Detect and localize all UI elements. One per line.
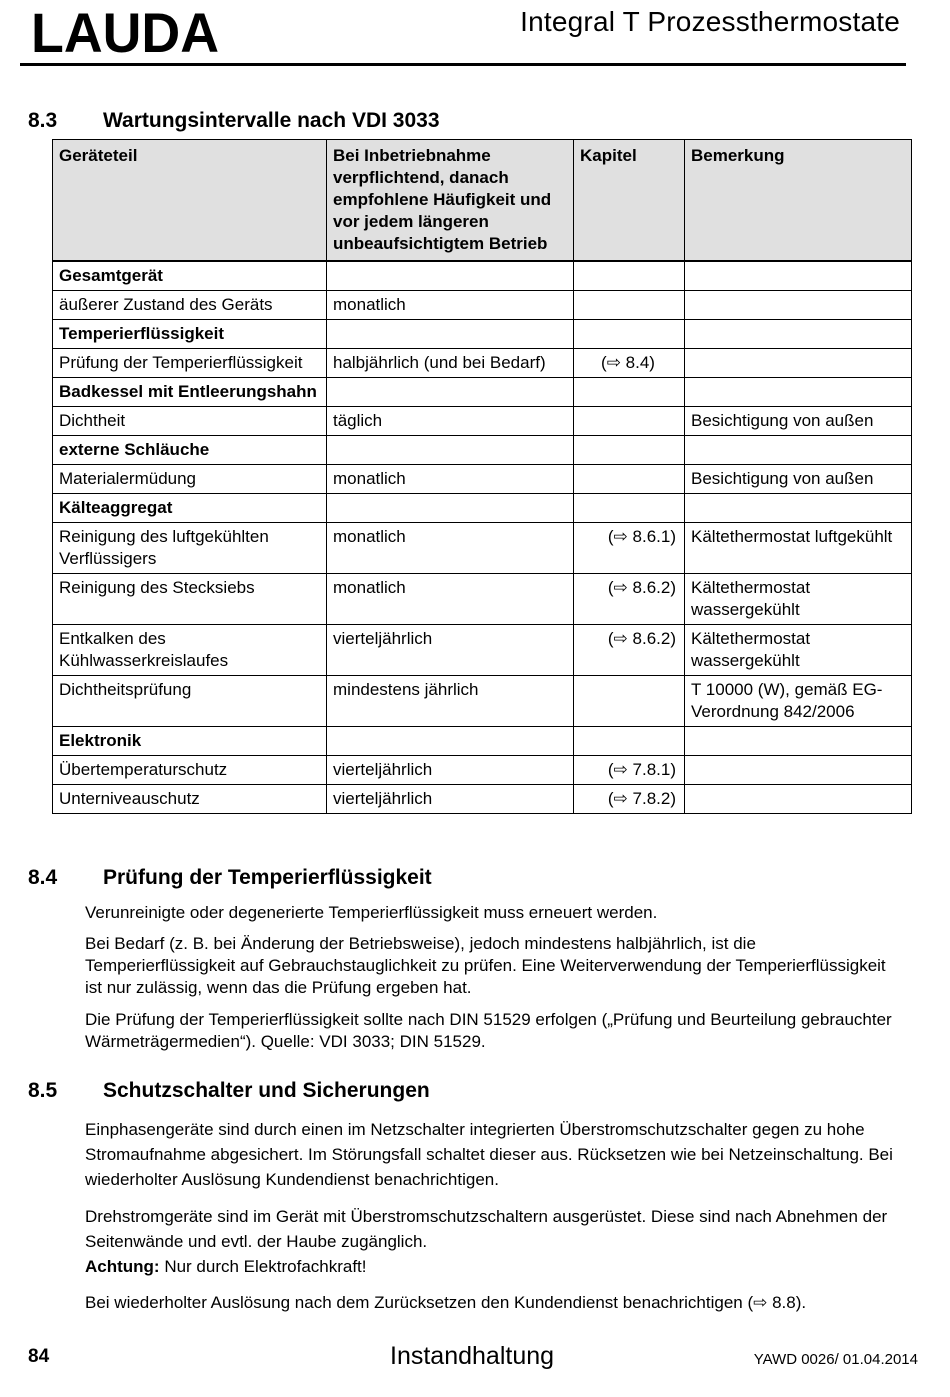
cell-remark: Kältethermostat wassergekühlt [685,574,912,625]
document-code: YAWD 0026/ 01.04.2014 [753,1351,918,1368]
cell-remark [685,727,912,756]
table-row [53,407,912,436]
cell-remark: Kältethermostat wassergekühlt [685,625,912,676]
table-header-row [53,140,912,262]
cell-chapter [574,676,685,727]
section-number: 8.3 [28,109,58,132]
cell-frequency: mindestens jährlich [327,676,574,727]
paragraph: Bei Bedarf (z. B. bei Änderung der Betriebsweise), jedoch mindestens halbjährlich, ist die Temperierflüssigkeit auf Gebrauchstauglichkeit zu prüfen. Eine Weiterverwendung der Temperierflüssigkeit ist nur zulässig, wenn das die Prüfung ergeben hat. [85,934,886,997]
section-heading-8-4 [28,866,432,890]
cell-remark: Kältethermostat luftgekühlt [685,523,912,574]
cell-chapter: (⇨ 7.8.1) [574,756,685,785]
cell-frequency [327,261,574,291]
cell-remark: T 10000 (W), gemäß EG-Verordnung 842/2006 [685,676,912,727]
cell-chapter [574,727,685,756]
cell-frequency [327,378,574,407]
cell-frequency: monatlich [327,574,574,625]
cell-frequency: täglich [327,407,574,436]
table-row [53,785,912,814]
cell-part: Gesamtgerät [53,261,327,291]
section-title: Wartungsintervalle nach VDI 3033 [103,109,440,132]
table-group-row [53,320,912,349]
paragraph-text: Drehstromgeräte sind im Gerät mit Überstromschutzschaltern ausgerüstet. Diese sind nach Abnehmen der Seitenwände und evtl. der Haube zugänglich. [85,1207,888,1251]
cell-part: Reinigung des luftgekühlten Verflüssigers [53,523,327,574]
section-title: Prüfung der Temperierflüssigkeit [103,866,432,889]
cell-remark: Besichtigung von außen [685,407,912,436]
paragraph: Einphasengeräte sind durch einen im Netzschalter integrierten Überstromschutzschalter gegen zu hohe Stromaufnahme abgesichert. Im Störungsfall schaltet dieser aus. Rücksetzen wie bei Netzeinschaltung. Bei wiederholter Auslösung Kundendienst benachrichtigen. [85,1120,893,1189]
cell-remark [685,320,912,349]
cell-part: Temperierflüssigkeit [53,320,327,349]
cell-frequency: vierteljährlich [327,756,574,785]
table-group-row [53,727,912,756]
table-row [53,676,912,727]
cell-chapter [574,378,685,407]
cell-frequency [327,494,574,523]
page-number: 84 [28,1346,50,1367]
lauda-logo [31,6,221,56]
section-number: 8.5 [28,1079,58,1102]
table-group-row [53,261,912,291]
cell-chapter: (⇨ 8.4) [574,349,685,378]
cell-part: Dichtheit [53,407,327,436]
cell-chapter: (⇨ 8.6.2) [574,625,685,676]
table-row [53,291,912,320]
table-group-row [53,436,912,465]
table-row [53,756,912,785]
cell-chapter [574,494,685,523]
cell-remark [685,349,912,378]
paragraph: Verunreinigte oder degenerierte Temperierflüssigkeit muss erneuert werden. [85,903,658,922]
cell-frequency: halbjährlich (und bei Bedarf) [327,349,574,378]
cell-remark [685,436,912,465]
table-group-row [53,494,912,523]
document-title: Integral T Prozessthermostate [520,6,900,37]
column-header: Geräteteil [53,140,327,262]
cell-remark [685,756,912,785]
header-divider [20,63,906,66]
cell-chapter: (⇨ 8.6.1) [574,523,685,574]
cell-chapter [574,261,685,291]
cell-part: Entkalken des Kühlwasserkreislaufes [53,625,327,676]
paragraph: Die Prüfung der Temperierflüssigkeit sollte nach DIN 51529 erfolgen („Prüfung und Beurteilung gebrauchter Wärmeträgermedien“). Quelle: VDI 3033; DIN 51529. [85,1010,892,1051]
cell-part: äußerer Zustand des Geräts [53,291,327,320]
cell-chapter [574,436,685,465]
cell-part: externe Schläuche [53,436,327,465]
column-header: Bemerkung [685,140,912,262]
cell-chapter [574,291,685,320]
cell-chapter [574,320,685,349]
cell-part: Badkessel mit Entleerungshahn [53,378,327,407]
section-heading-8-5 [28,1079,430,1103]
cell-remark [685,494,912,523]
cell-part: Prüfung der Temperierflüssigkeit [53,349,327,378]
cell-frequency [327,436,574,465]
cell-frequency: monatlich [327,465,574,494]
table-row [53,465,912,494]
paragraph: Bei wiederholter Auslösung nach dem Zurücksetzen den Kundendienst benachrichtigen (⇨ 8.8). [85,1293,807,1312]
cell-frequency: monatlich [327,291,574,320]
warning-label: Achtung: [85,1257,160,1276]
cell-part: Dichtheitsprüfung [53,676,327,727]
cell-frequency: vierteljährlich [327,785,574,814]
section-heading-8-3 [28,109,440,133]
section-title: Schutzschalter und Sicherungen [103,1079,430,1102]
cell-chapter: (⇨ 7.8.2) [574,785,685,814]
column-header: Bei Inbetriebnahme verpflichtend, danach empfohlene Häufigkeit und vor jedem längeren unbeaufsichtigtem Betrieb [327,140,574,262]
cell-part: Kälteaggregat [53,494,327,523]
column-header: Kapitel [574,140,685,262]
cell-chapter [574,465,685,494]
logo-text: LAUDA [31,6,219,56]
cell-chapter [574,407,685,436]
cell-frequency [327,727,574,756]
cell-part: Materialermüdung [53,465,327,494]
table-row [53,349,912,378]
cell-remark [685,291,912,320]
cell-part: Unterniveauschutz [53,785,327,814]
cell-frequency: vierteljährlich [327,625,574,676]
section-number: 8.4 [28,866,58,889]
table-row [53,625,912,676]
cell-remark: Besichtigung von außen [685,465,912,494]
paragraph [85,1204,895,1279]
cell-remark [685,261,912,291]
cell-remark [685,378,912,407]
table-row [53,523,912,574]
table-row [53,574,912,625]
cell-frequency [327,320,574,349]
table-group-row [53,378,912,407]
warning-text: Nur durch Elektrofachkraft! [159,1257,367,1276]
cell-frequency: monatlich [327,523,574,574]
maintenance-table [52,139,912,814]
cell-part: Elektronik [53,727,327,756]
cell-remark [685,785,912,814]
cell-part: Übertemperaturschutz [53,756,327,785]
cell-chapter: (⇨ 8.6.2) [574,574,685,625]
cell-part: Reinigung des Stecksiebs [53,574,327,625]
chapter-title: Instandhaltung [390,1342,555,1370]
